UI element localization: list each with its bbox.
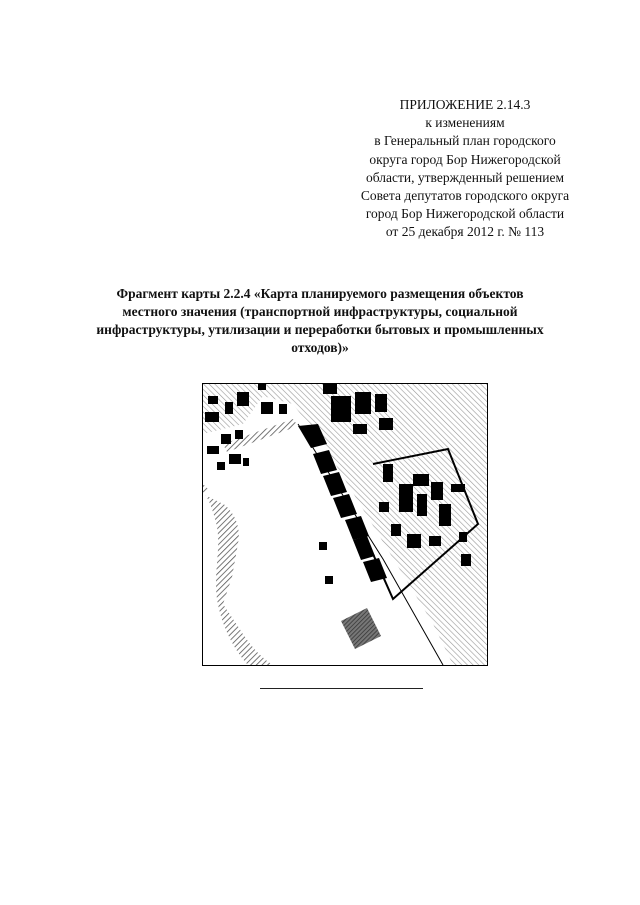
appendix-header xyxy=(330,96,600,242)
map-fragment xyxy=(202,383,488,666)
title-line: Фрагмент карты 2.2.4 «Карта планируемого размещения объектов xyxy=(116,286,524,301)
appendix-line: ПРИЛОЖЕНИЕ 2.14.3 xyxy=(399,97,531,112)
title-line: инфраструктуры, утилизации и переработки бытовых и промышленных xyxy=(96,322,544,337)
bottom-rule xyxy=(260,688,423,689)
map-image xyxy=(203,384,487,665)
appendix-line: город Бор Нижегородской области xyxy=(365,206,565,222)
title-line: местного значения (транспортной инфраструктуры, социальной xyxy=(122,304,518,319)
appendix-line: Совета депутатов городского округа xyxy=(360,188,570,204)
appendix-line: округа город Бор Нижегородской xyxy=(369,151,561,167)
appendix-line: от 25 декабря 2012 г. № 113 xyxy=(385,224,545,240)
map-fragment-title xyxy=(70,285,570,357)
appendix-line: в Генеральный план городского xyxy=(374,133,556,149)
appendix-line: к изменениям xyxy=(425,115,505,131)
title-line: отходов)» xyxy=(291,340,349,355)
appendix-line: области, утвержденный решением xyxy=(366,169,564,185)
